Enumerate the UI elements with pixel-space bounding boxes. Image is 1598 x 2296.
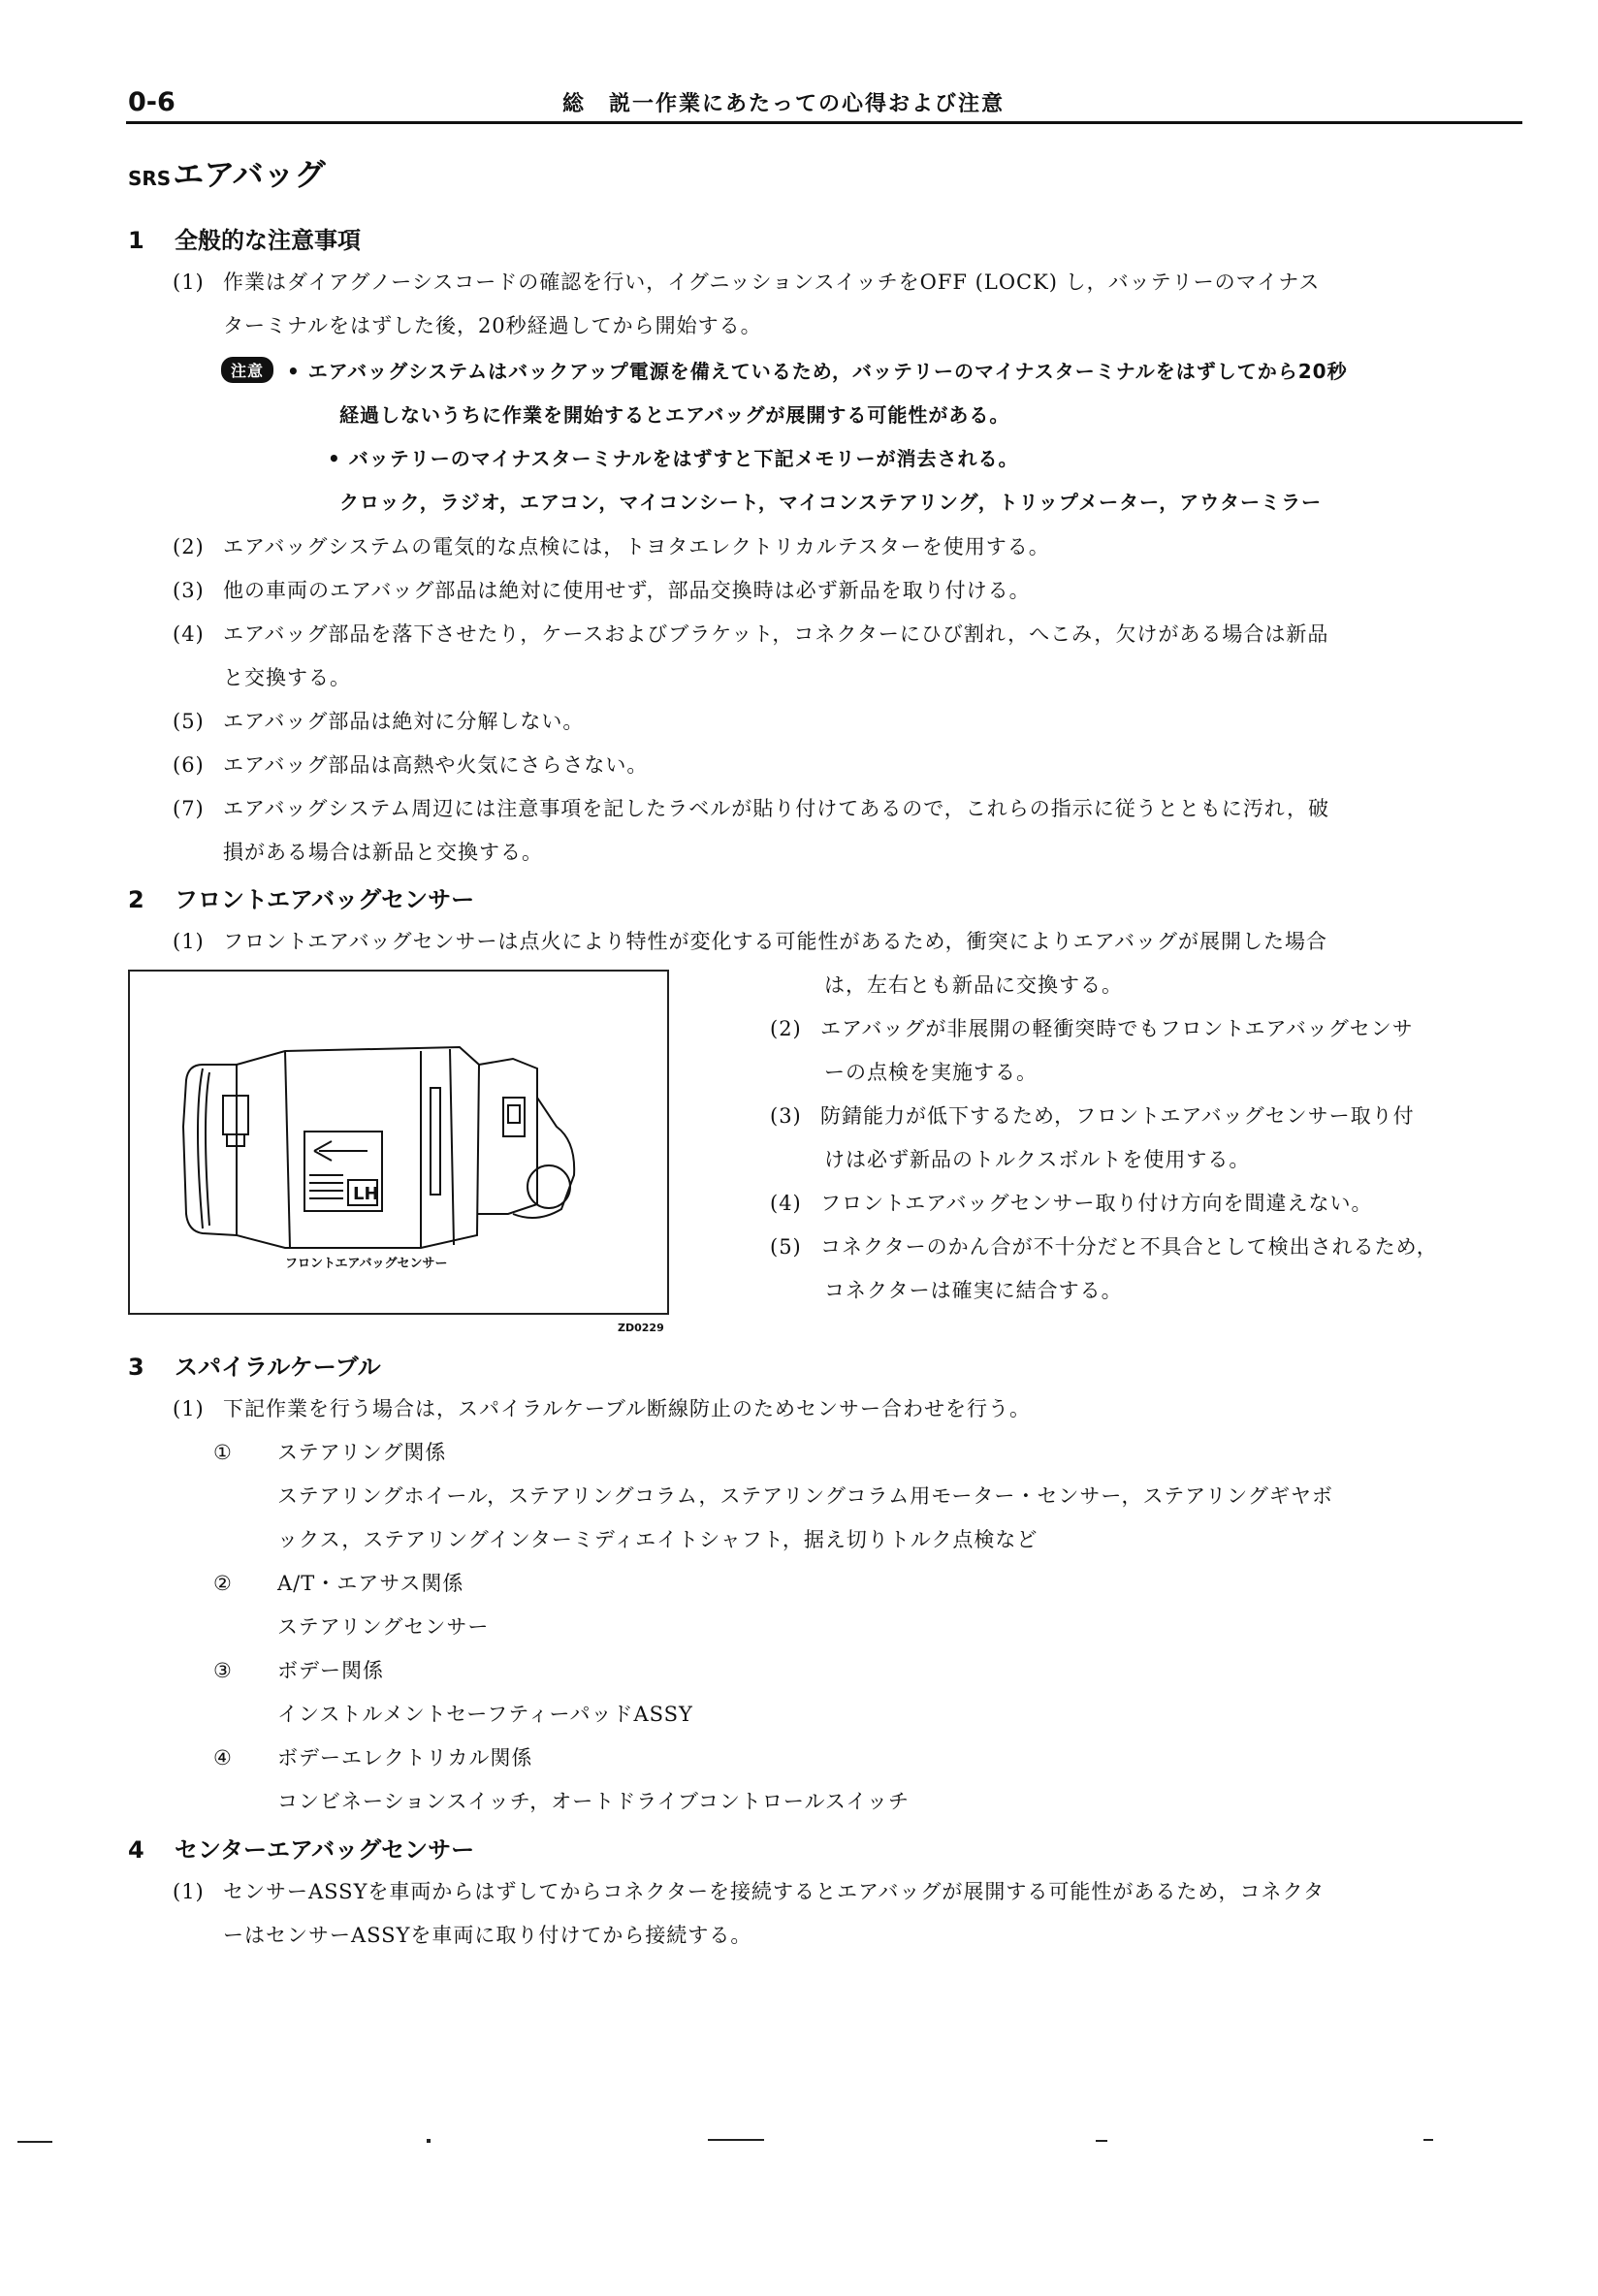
figure-code: ZD0229	[618, 1322, 664, 1334]
s3-sub1-title: ① ステアリング関係	[213, 1441, 447, 1464]
scan-mark	[1423, 2139, 1433, 2141]
caution-badge: 注意	[221, 357, 273, 383]
figure-caption: フロントエアバッグセンサー	[285, 1257, 448, 1271]
s1-item3: (3) 他の車両のエアバッグ部品は絶対に使用せず，部品交換時は必ず新品を取り付ける。	[173, 579, 1031, 602]
s1-item7-line2: 損がある場合は新品と交換する。	[223, 841, 543, 864]
page-title	[128, 150, 326, 195]
s3-sub3-title: ③ ボデー関係	[213, 1659, 384, 1682]
s1-item7-line1: (7) エアバッグシステム周辺には注意事項を記したラベルが貼り付けてあるので，これらの指示に従うとともに汚れ，破	[173, 797, 1330, 820]
s3-sub2-body: ステアリングセンサー	[277, 1615, 490, 1639]
s3-sub1-line2: ックス，ステアリングインターミディエイトシャフト，据え切りトルク点検など	[277, 1528, 1039, 1551]
s3-sub4-body: コンビネーションスイッチ，オートドライブコントロールスイッチ	[277, 1790, 911, 1813]
sensor-lh-marking: LH	[353, 1184, 379, 1204]
s3-sub4-title: ④ ボデーエレクトリカル関係	[213, 1746, 533, 1770]
s2-item3-line1: (3) 防錆能力が低下するため，フロントエアバッグセンサー取り付	[770, 1104, 1415, 1128]
s1-item4-line1: (4) エアバッグ部品を落下させたり，ケースおよびブラケット，コネクターにひび割れ，へこみ，欠けがある場合は新品	[173, 622, 1329, 646]
s1-item1-line2: ターミナルをはずした後，20秒経過してから開始する。	[223, 314, 762, 337]
page-number: 0-6	[128, 87, 176, 117]
s1-item2: (2) エアバッグシステムの電気的な点検には，トヨタエレクトリカルテスターを使用する。	[173, 535, 1050, 558]
scan-mark	[1096, 2140, 1107, 2142]
s3-item1: (1) 下記作業を行う場合は，スパイラルケーブル断線防止のためセンサー合わせを行う。	[173, 1397, 1032, 1420]
s2-item5-line2: コネクターは確実に結合する。	[824, 1279, 1123, 1302]
caution-line3: • バッテリーのマイナスターミナルをはずすと下記メモリーが消去される。	[328, 447, 1019, 470]
section-2-heading: 2 フロントエアバッグセンサー	[128, 886, 475, 913]
s4-item1-line1: (1) センサーASSYを車両からはずしてからコネクターを接続するとエアバッグが展開する可能性があるため，コネクタ	[173, 1880, 1326, 1903]
page-title-main: エアバッグ	[173, 156, 326, 193]
scan-mark	[708, 2139, 764, 2141]
s3-sub2-title: ② A/T・エアサス関係	[213, 1572, 464, 1595]
s1-item6: (6) エアバッグ部品は高熱や火気にさらさない。	[173, 753, 649, 777]
s2-item2-line2: ーの点検を実施する。	[824, 1061, 1038, 1084]
s1-item5: (5) エアバッグ部品は絶対に分解しない。	[173, 710, 585, 733]
caution-memory-list: クロック，ラジオ，エアコン，マイコンシート，マイコンステアリング，トリップメーター，アウターミラー	[339, 491, 1323, 514]
s2-item3-line2: けは必ず新品のトルクスボルトを使用する。	[824, 1148, 1251, 1171]
caution-line2: 経過しないうちに作業を開始するとエアバッグが展開する可能性がある。	[339, 403, 1010, 427]
s4-item1-line2: ーはセンサーASSYを車両に取り付けてから接続する。	[223, 1924, 752, 1947]
header-rule	[126, 121, 1522, 124]
s3-sub3-body: インストルメントセーフティーパッドASSY	[277, 1703, 693, 1726]
chapter-title: 総 説一作業にあたっての心得および注意	[562, 92, 1006, 116]
page-title-prefix: SRS	[128, 167, 172, 190]
section-4-heading: 4 センターエアバッグセンサー	[128, 1836, 475, 1864]
s2-item1-line1: (1) フロントエアバッグセンサーは点火により特性が変化する可能性があるため，衝突によりエアバッグが展開した場合	[173, 930, 1327, 953]
s2-item5-line1: (5) コネクターのかん合が不十分だと不具合として検出されるため，	[770, 1235, 1438, 1259]
s3-sub1-line1: ステアリングホイール，ステアリングコラム，ステアリングコラム用モーター・センサー，ステアリングギヤボ	[277, 1484, 1333, 1508]
s2-item2-line1: (2) エアバッグが非展開の軽衝突時でもフロントエアバッグセンサ	[770, 1017, 1414, 1040]
s2-item4: (4) フロントエアバッグセンサー取り付け方向を間違えない。	[770, 1192, 1373, 1215]
caution-line1: 注意 • エアバッグシステムはバックアップ電源を備えているため，バッテリーのマイナスターミナルをはずしてから20秒	[221, 356, 1348, 384]
section-3-heading: 3 スパイラルケーブル	[128, 1354, 381, 1381]
s1-item1-line1: (1) 作業はダイアグノーシスコードの確認を行い，イグニッションスイッチをOFF (LOCK) し，バッテリーのマイナス	[173, 271, 1321, 294]
s1-item4-line2: と交換する。	[223, 666, 351, 689]
scan-mark	[17, 2141, 52, 2143]
scan-mark	[427, 2139, 431, 2143]
front-airbag-sensor-figure	[128, 970, 669, 1315]
s2-item1-line2: は，左右とも新品に交換する。	[824, 973, 1123, 997]
section-1-heading: 1 全般的な注意事項	[128, 227, 361, 254]
